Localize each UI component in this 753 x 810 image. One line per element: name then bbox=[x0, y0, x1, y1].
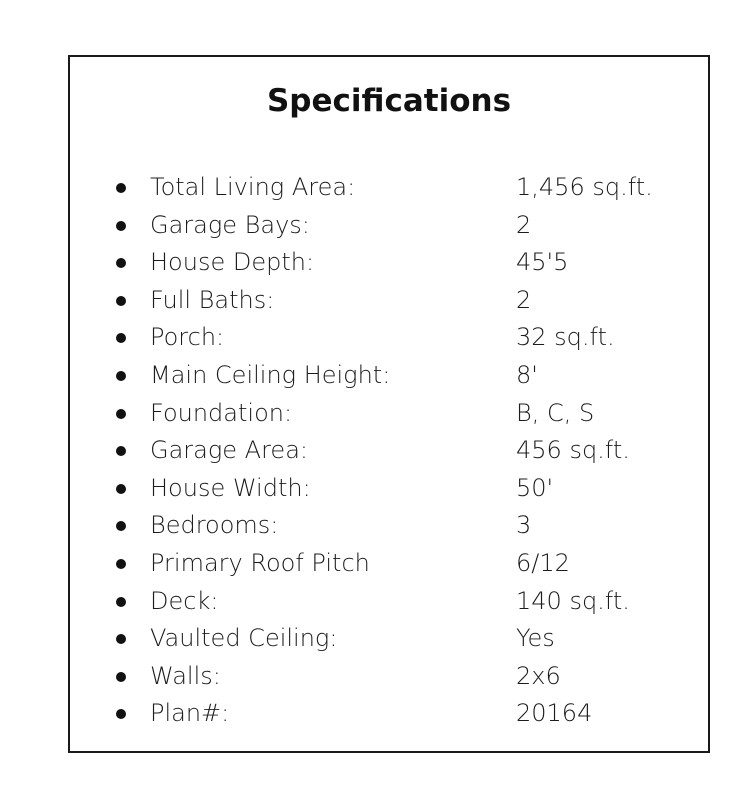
spec-label: Total Living Area: bbox=[150, 173, 356, 201]
spec-value: 2 bbox=[516, 285, 532, 314]
spec-label: Deck: bbox=[150, 586, 219, 615]
spec-value: B, C, S bbox=[516, 398, 595, 427]
bullet-icon bbox=[116, 296, 126, 306]
spec-value: 2x6 bbox=[516, 661, 561, 690]
bullet-icon bbox=[116, 709, 126, 719]
spec-row bbox=[70, 169, 708, 207]
spec-value: Yes bbox=[516, 624, 555, 653]
spec-value: 456 sq.ft. bbox=[516, 436, 630, 465]
spec-row bbox=[70, 620, 708, 658]
spec-row bbox=[70, 545, 708, 583]
spec-row bbox=[70, 319, 708, 357]
bullet-icon bbox=[116, 333, 126, 343]
bullet-icon bbox=[116, 221, 126, 231]
bullet-icon bbox=[116, 672, 126, 682]
spec-label: Bedrooms: bbox=[150, 511, 279, 540]
spec-value: 2 bbox=[516, 210, 532, 239]
spec-row bbox=[70, 583, 708, 621]
spec-label: Porch: bbox=[150, 323, 225, 352]
bullet-icon bbox=[116, 446, 126, 456]
spec-label: Vaulted Ceiling: bbox=[150, 624, 338, 653]
spec-label: Primary Roof Pitch bbox=[150, 548, 370, 577]
spec-label: Full Baths: bbox=[150, 285, 275, 314]
spec-row bbox=[70, 695, 708, 733]
spec-label: Main Ceiling Height: bbox=[150, 360, 391, 389]
spec-label: Garage Area: bbox=[150, 436, 308, 465]
spec-value: 20164 bbox=[516, 699, 593, 728]
bullet-icon bbox=[116, 183, 126, 193]
spec-value: 50' bbox=[516, 473, 554, 502]
spec-row bbox=[70, 395, 708, 433]
bullet-icon bbox=[116, 597, 126, 607]
specifications-list bbox=[70, 169, 708, 733]
spec-label: Foundation: bbox=[150, 398, 293, 427]
bullet-icon bbox=[116, 371, 126, 381]
spec-row bbox=[70, 470, 708, 508]
bullet-icon bbox=[116, 258, 126, 268]
spec-value: 32 sq.ft. bbox=[516, 323, 615, 352]
spec-row bbox=[70, 207, 708, 245]
spec-label: Plan#: bbox=[150, 699, 230, 728]
bullet-icon bbox=[116, 409, 126, 419]
bullet-icon bbox=[116, 559, 126, 569]
page-title: Specifications bbox=[266, 83, 512, 119]
spec-row bbox=[70, 507, 708, 545]
spec-row bbox=[70, 432, 708, 470]
bullet-icon bbox=[116, 634, 126, 644]
spec-value: 3 bbox=[516, 511, 532, 540]
bullet-icon bbox=[116, 484, 126, 494]
spec-value: 45'5 bbox=[516, 248, 569, 277]
spec-row bbox=[70, 658, 708, 696]
spec-value: 8' bbox=[516, 360, 538, 389]
spec-value: 6/12 bbox=[516, 548, 570, 577]
spec-label: House Depth: bbox=[150, 248, 315, 277]
spec-label: House Width: bbox=[150, 473, 311, 502]
bullet-icon bbox=[116, 521, 126, 531]
spec-row bbox=[70, 244, 708, 282]
spec-label: Walls: bbox=[150, 661, 221, 690]
specifications-panel bbox=[68, 55, 710, 753]
spec-row bbox=[70, 282, 708, 320]
spec-value: 140 sq.ft. bbox=[516, 586, 630, 615]
spec-row bbox=[70, 357, 708, 395]
spec-value: 1,456 sq.ft. bbox=[516, 173, 653, 201]
spec-label: Garage Bays: bbox=[150, 210, 310, 239]
